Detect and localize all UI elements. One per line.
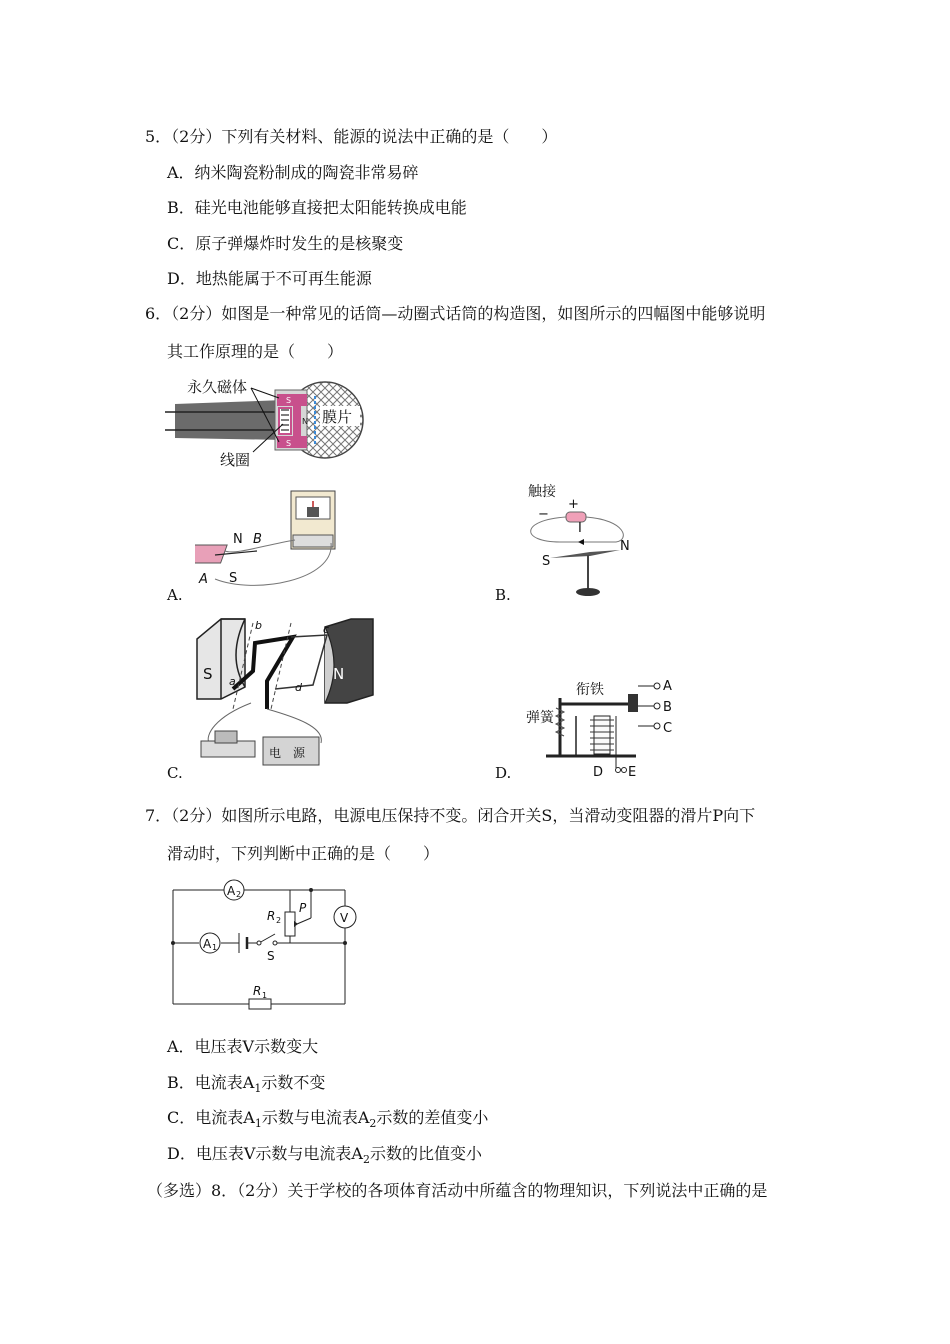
q7-option-d: D．电压表V示数与电流表$A_2$示数的比值变小 [167,1144,482,1167]
q6-fig-d-letter: D. [495,764,512,782]
fig-d-spring: 弹簧 [526,710,554,726]
fig-c-n: N [333,665,345,683]
q6-figure-a-galvanometer [195,485,345,593]
coil-label: 线圈 [220,451,251,469]
fig-b-minus: − [538,507,549,522]
fig-d-a: A [663,679,672,694]
r1-subscript: 1 [262,991,268,1000]
q8-stem: （多选）8．（2分）关于学校的各项体育活动中所蕴含的物理知识，下列说法中正确的是 [147,1181,768,1200]
p-label: P [299,901,307,915]
q6-stem-line2: 其工作原理的是（ ） [167,342,344,361]
fig-c-a: a [229,675,236,688]
fig-d-c: C [663,721,673,736]
q5-option-a: A．纳米陶瓷粉制成的陶瓷非常易碎 [167,163,419,182]
q7-stem-line2: 滑动时，下列判断中正确的是（ ） [167,844,440,863]
q6-fig-b-letter: B. [495,586,511,604]
q7-option-a: A．电压表V示数变大 [167,1037,319,1056]
fig-c-power: 电 源 [269,746,306,760]
fig-b-touch: 触接 [528,484,556,500]
fig-a-n: N [233,532,243,547]
a2-subscript: 2 [236,890,242,899]
a1-subscript: 1 [212,943,218,952]
mic-s-label-2: S [286,439,292,448]
switch-icon [257,941,261,945]
q6-figure-b-oersted [520,480,640,598]
fig-b-plus: + [568,497,579,512]
magnet-label: 永久磁体 [187,378,248,396]
battery-icon [566,512,586,522]
a2-label: A [227,884,236,898]
fig-b-current: I [578,521,582,536]
fig-c-c: c [323,623,330,636]
fig-b-n: N [620,539,630,554]
q6-figure-d-relay [520,676,680,780]
q7-stem-line1: 7．（2分）如图所示电路，电源电压保持不变。闭合开关S，当滑动变阻器的滑片P向下 [145,806,756,825]
rheostat-r2-icon [285,912,295,936]
q7-circuit-diagram [165,876,365,1011]
r2-label: R [267,909,276,923]
resistor-r1-icon [249,999,271,1009]
q5-option-c: C．原子弹爆炸时发生的是核聚变 [167,234,404,253]
diaphragm-label: 膜片 [322,408,353,426]
microphone-diagram [165,372,375,472]
s-label: S [267,949,275,963]
q6-stem-line1: 6．（2分）如图是一种常见的话筒—动圈式话筒的构造图，如图所示的四幅图中能够说明 [145,304,766,323]
fig-a-s: S [229,571,238,586]
compass-needle-icon [550,550,620,558]
a1-label: A [203,937,212,951]
fig-d-b: B [663,700,672,715]
magnet-top [277,394,307,406]
magnet-bottom [277,436,307,448]
r2-subscript: 2 [276,916,282,925]
q6-fig-a-letter: A. [167,586,183,604]
fig-d-d: D [593,765,604,780]
q5-option-b: B．硅光电池能够直接把太阳能转换成电能 [167,198,467,217]
mic-s-label: S [286,396,292,405]
fig-b-s: S [542,554,551,569]
q6-fig-c-letter: C. [167,764,183,782]
q7-option-b: B．电流表$A_1$示数不变 [167,1073,326,1096]
fig-a-a: A [199,572,208,587]
fig-c-b: b [255,619,262,632]
q6-figure-c-generator [195,617,380,777]
q7-option-c: C．电流表$A_1$示数与电流表$A_2$示数的差值变小 [167,1108,489,1131]
mic-n-label: N [302,417,308,426]
mic-handle [175,400,285,440]
q5-option-d: D．地热能属于不可再生能源 [167,269,372,288]
r1-label: R [253,984,262,998]
v-label: V [340,911,349,925]
fig-a-b: B [253,532,262,547]
q5-stem: 5．（2分）下列有关材料、能源的说法中正确的是（ ） [145,127,558,146]
fig-c-s: S [203,665,213,683]
fig-c-d: d [295,681,302,694]
fig-d-armature: 衔铁 [576,682,604,698]
fig-d-e: E [628,765,637,780]
